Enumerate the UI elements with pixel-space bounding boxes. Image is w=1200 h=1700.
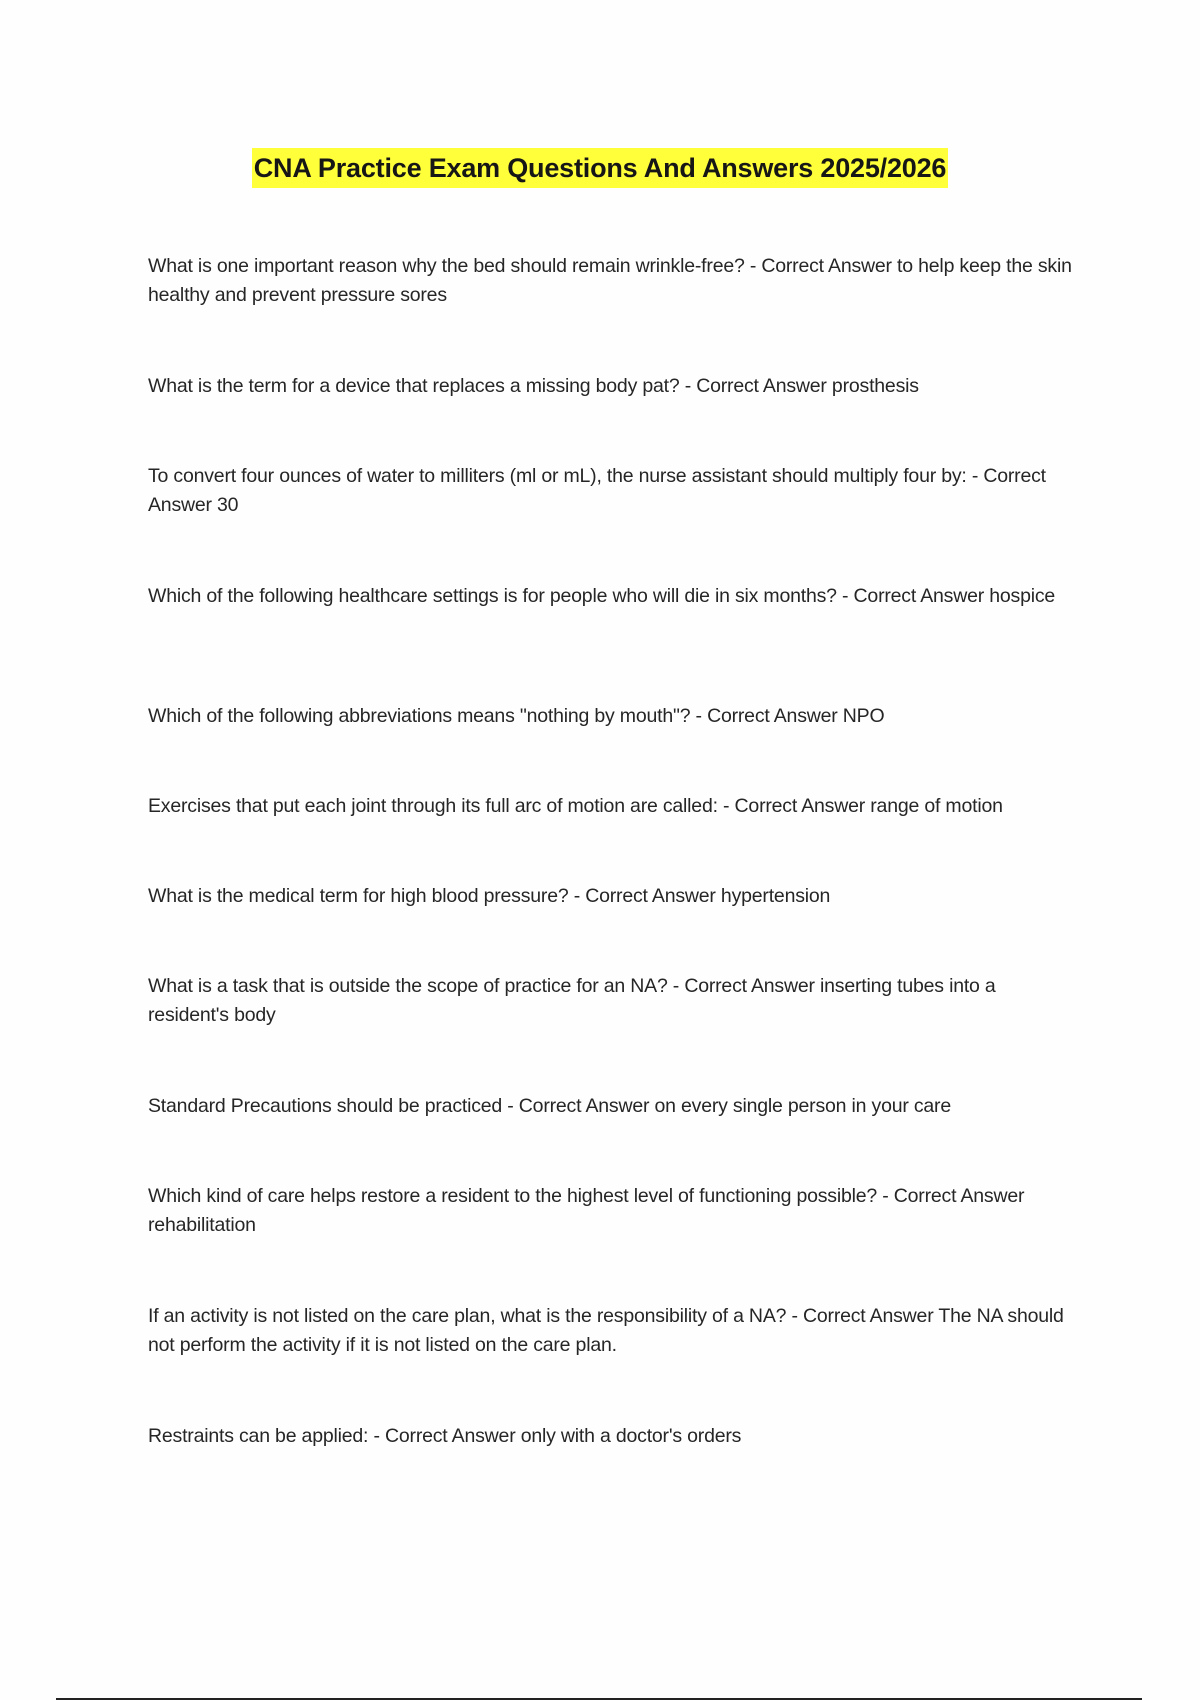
qa-item-8: What is a task that is outside the scope of practice for an NA? - Correct Answer inserting tubes into a resident's body: [148, 975, 996, 1026]
qa-item-6: Exercises that put each joint through its full arc of motion are called: - Correct Answer range of motion: [148, 795, 1003, 817]
qa-item-4: Which of the following healthcare settings is for people who will die in six months? - Correct Answer hospice: [148, 585, 1056, 607]
qa-item-1: What is one important reason why the bed should remain wrinkle-free? - Correct Answer to help keep the skin healthy and prevent pressure sores: [148, 255, 1072, 306]
qa-item-7: What is the medical term for high blood pressure? - Correct Answer hypertension: [148, 885, 831, 907]
qa-item-10: Which kind of care helps restore a resident to the highest level of functioning possible? - Correct Answer rehabilitation: [148, 1185, 1025, 1236]
qa-item-9: Standard Precautions should be practiced - Correct Answer on every single person in your care: [148, 1095, 951, 1117]
qa-item-3: To convert four ounces of water to milliters (ml or mL), the nurse assistant should multiply four by: - Correct Answer 30: [148, 465, 1046, 516]
qa-item-2: What is the term for a device that replaces a missing body pat? - Correct Answer prosthesis: [148, 375, 919, 397]
qa-item-11: If an activity is not listed on the care plan, what is the responsibility of a NA? - Correct Answer The NA should not perform the activity if it is not listed on the care plan.: [148, 1305, 1064, 1356]
page-title: CNA Practice Exam Questions And Answers 2025/2026: [252, 148, 949, 188]
qa-item-12: Restraints can be applied: - Correct Answer only with a doctor's orders: [148, 1425, 742, 1447]
title-container: [0, 148, 1200, 188]
qa-item-5: Which of the following abbreviations means "nothing by mouth"? - Correct Answer NPO: [148, 705, 885, 727]
